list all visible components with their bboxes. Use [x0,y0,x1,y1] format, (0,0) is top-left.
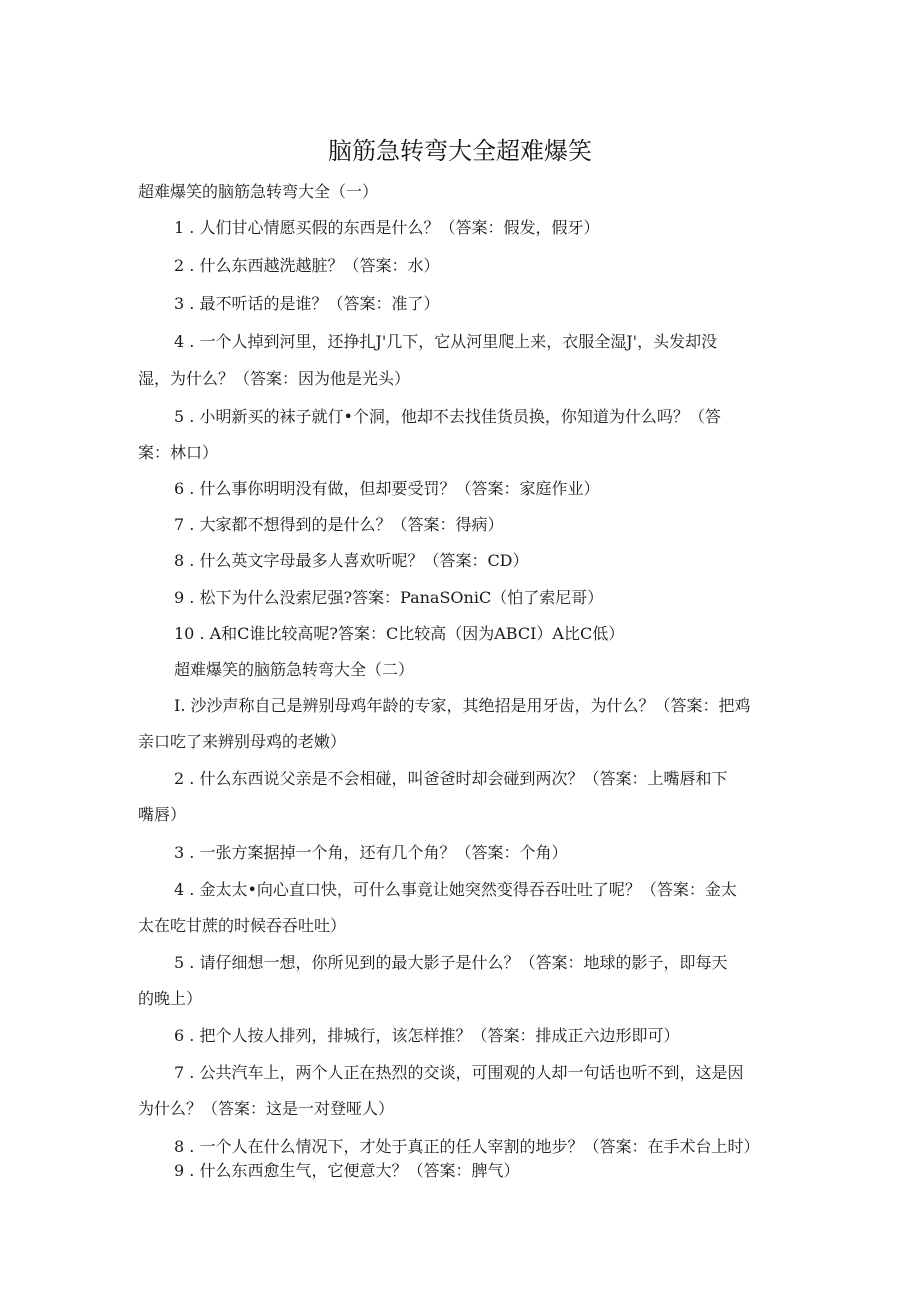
section1-item-3: 3 . 最不听话的是谁？（答案：准了） [174,294,440,313]
section2-item-1: I. 沙沙声称自己是辨别母鸡年龄的专家，其绝招是用牙齿，为什么？（答案：把鸡 [174,696,751,715]
section1-item-10: 10 . A和C谁比较高呢?答案：C比较高（因为ABCI）A比C低） [174,624,625,643]
section-heading-2: 超难爆笑的脑筋急转弯大全（二） [174,660,415,679]
section2-item-2: 2 . 什么东西说父亲是不会相碰，叫爸爸时却会碰到两次？（答案：上嘴唇和下 [174,769,728,788]
section2-item-5-cont: 的晚上） [138,989,203,1008]
section2-item-2-cont: 嘴唇） [138,805,187,824]
section1-item-8: 8 . 什么英文字母最多人喜欢听呢？（答案：CD） [174,551,529,570]
section1-item-2: 2 . 什么东西越洗越脏？（答案：水） [174,256,440,275]
section2-item-5: 5 . 请仔细想一想，你所见到的最大影子是什么？（答案：地球的影子，即每天 [174,953,728,972]
section2-item-3: 3 . 一张方案据掉一个角，还有几个角？（答案：个角） [174,843,568,862]
section2-item-7: 7 . 公共汽车上，两个人正在热烈的交谈，可围观的人却一句话也听不到，这是因 [174,1063,744,1082]
section1-item-5: 5 . 小明新买的袜子就仃•个洞，他却不去找佳货员换，你知道为什么吗？（答 [174,407,721,426]
section2-item-4: 4 . 金太太•向心直口快，可什么事竟让她突然变得吞吞吐吐了呢？（答案：金太 [174,880,737,899]
section-heading-1: 超难爆笑的脑筋急转弯大全（一） [138,182,379,201]
section2-item-9: 9 . 什么东西愈生气，它便意大？（答案：脾气） [174,1161,520,1180]
section2-item-7-cont: 为什么？（答案：这是一对登哑人） [138,1099,395,1118]
section1-item-1: 1 . 人们甘心情愿买假的东西是什么？（答案：假发，假牙） [174,218,600,237]
section1-item-5-cont: 案：林口） [138,443,219,462]
page-title: 脑筋急转弯大全超难爆笑 [328,137,592,165]
section2-item-6: 6 . 把个人按人排列，排城行，该怎样推？（答案：排成正六边形即可） [174,1026,680,1045]
section2-item-4-cont: 太在吃甘蔗的时候吞吞吐吐） [138,916,347,935]
section1-item-7: 7 . 大家都不想得到的是什么？（答案：得病） [174,515,504,534]
section1-item-4: 4 . 一个人掉到河里，还挣扎J'几下，它从河里爬上来，衣服全湿J'，头发却没 [174,332,718,351]
section1-item-4-cont: 湿，为什么？（答案：因为他是光头） [138,369,411,388]
section2-item-1-cont: 亲口吃了来辨别母鸡的老嫩） [138,732,347,751]
section2-item-8: 8 . 一个人在什么情况下，才处于真正的任人宰割的地步？（答案：在手术台上时） [174,1137,760,1156]
section1-item-9: 9 . 松下为什么没索尼强?答案：PanaSOniC（怕了索尼哥） [174,588,604,607]
section1-item-6: 6 . 什么事你明明没有做，但却要受罚？（答案：家庭作业） [174,479,600,498]
